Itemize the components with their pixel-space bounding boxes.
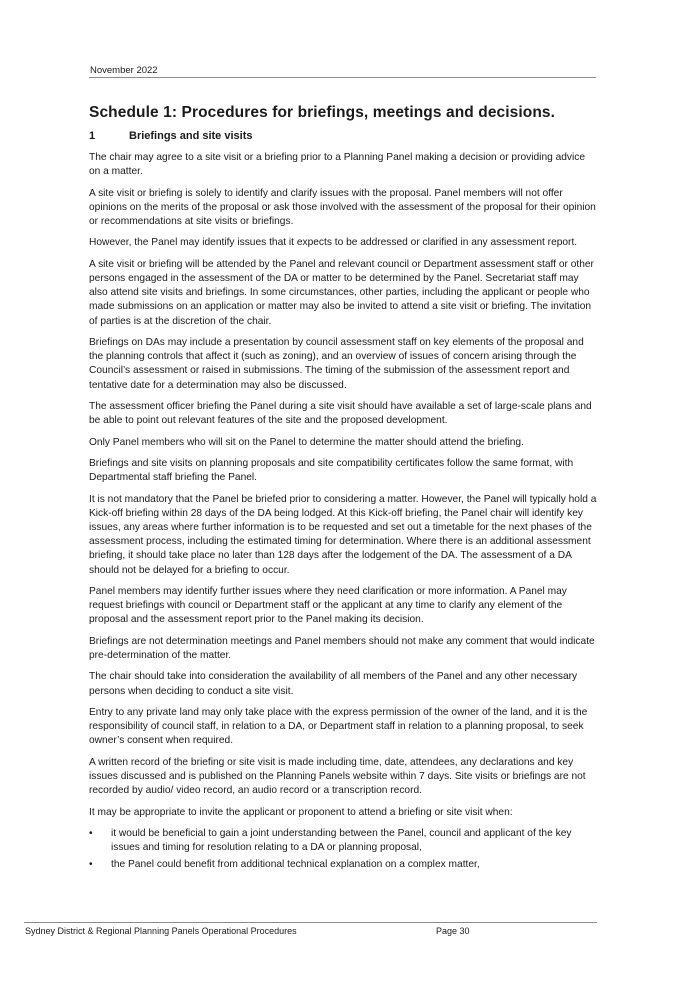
list-item xyxy=(89,858,597,872)
bullet-icon: • xyxy=(89,859,93,871)
paragraph: Entry to any private land may only take place with the express permission of the owner of the land, and it is the responsibility of council staff, in relation to a DA, or Department staff in relation to a planning proposal, to seek owner’s consent when required. xyxy=(89,706,588,747)
footer-divider xyxy=(24,922,597,923)
bullet-icon: • xyxy=(89,827,93,839)
bullet-list xyxy=(89,827,597,873)
paragraph: Only Panel members who will sit on the Panel to determine the matter should attend the briefing. xyxy=(89,436,524,448)
paragraph: A site visit or briefing is solely to identify and clarify issues with the proposal. Panel members will not offer opinions on the merits of the proposal or ask those involved with the assessment of the proposal for their opinion or recommendations at site visits or briefings. xyxy=(89,187,596,227)
footer-document-title: Sydney District & Regional Planning Panels Operational Procedures xyxy=(25,926,297,936)
footer-page-number: Page 30 xyxy=(436,926,470,936)
paragraph: It is not mandatory that the Panel be briefed prior to considering a matter. However, the Panel will typically hold a Kick-off briefing within 28 days of the DA being lodged. At this Kick-off briefing, the Panel chair will identify key issues, any areas where further information is to be requested and set out a timetable for the next phases of the assessment process, including the estimated timing for determination. Where there is an additional assessment briefing, it should take place no later than 128 days after the lodgement of the DA. The assessment of a DA should not be delayed for a briefing to occur. xyxy=(89,493,597,576)
list-item-text: the Panel could benefit from additional technical explanation on a complex matter, xyxy=(111,859,480,871)
list-item xyxy=(89,827,597,855)
document-body xyxy=(89,104,597,876)
paragraph: It may be appropriate to invite the applicant or proponent to attend a briefing or site visit when: xyxy=(89,806,513,818)
paragraph: Panel members may identify further issues where they need clarification or more information. A Panel may request briefings with council or Department staff or the applicant at any time to clarify any element of the proposal and the assessment report prior to the Panel making its decision. xyxy=(89,585,567,626)
section-title: Briefings and site visits xyxy=(129,130,253,142)
paragraph: The chair may agree to a site visit or a briefing prior to a Planning Panel making a decision or providing advice on a matter. xyxy=(89,152,586,178)
paragraph: A site visit or briefing will be attended by the Panel and relevant council or Department assessment staff or other persons engaged in the assessment of the DA or matter to be determined by the Panel. Secretariat staff may also attend site visits and briefings. In some circumstances, other parties, including the applicant or people who made submissions on an application or matter may also be invited to attend a site visit or briefing. The invitation of parties is at the discretion of the chair. xyxy=(89,258,594,327)
header-date: November 2022 xyxy=(90,65,158,76)
paragraph: Briefings are not determination meetings and Panel members should not make any comment that would indicate pre-determination of the matter. xyxy=(89,635,595,661)
section-heading xyxy=(89,130,597,142)
paragraph: The chair should take into consideration the availability of all members of the Panel and any other necessary persons when deciding to conduct a site visit. xyxy=(89,671,578,697)
section-number: 1 xyxy=(89,130,96,142)
paragraph: However, the Panel may identify issues that it expects to be addressed or clarified in any assessment report. xyxy=(89,237,578,249)
header-divider xyxy=(89,77,596,78)
paragraph: Briefings on DAs may include a presentation by council assessment staff on key elements of the proposal and the planning controls that affect it (such as zoning), and an overview of issues of concern arising through the Council’s assessment or raised in submissions. The timing of the submission of the assessment report and tentative date for a determination may also be discussed. xyxy=(89,336,584,391)
list-item-text: it would be beneficial to gain a joint understanding between the Panel, council and applicant of the key issues and timing for resolution relating to a DA or planning proposal, xyxy=(111,827,572,854)
paragraph: A written record of the briefing or site visit is made including time, date, attendees, any declarations and key issues discussed and is published on the Planning Panels website within 7 days. Site visits or briefings are not recorded by audio/ video record, an audio record or a transcription record. xyxy=(89,756,586,797)
paragraph: The assessment officer briefing the Panel during a site visit should have available a set of large-scale plans and be able to point out relevant features of the site and the proposed development. xyxy=(89,400,592,427)
paragraph: Briefings and site visits on planning proposals and site compatibility certificates follow the same format, with Departmental staff briefing the Panel. xyxy=(89,457,574,484)
page-title: Schedule 1: Procedures for briefings, meetings and decisions. xyxy=(89,104,556,121)
